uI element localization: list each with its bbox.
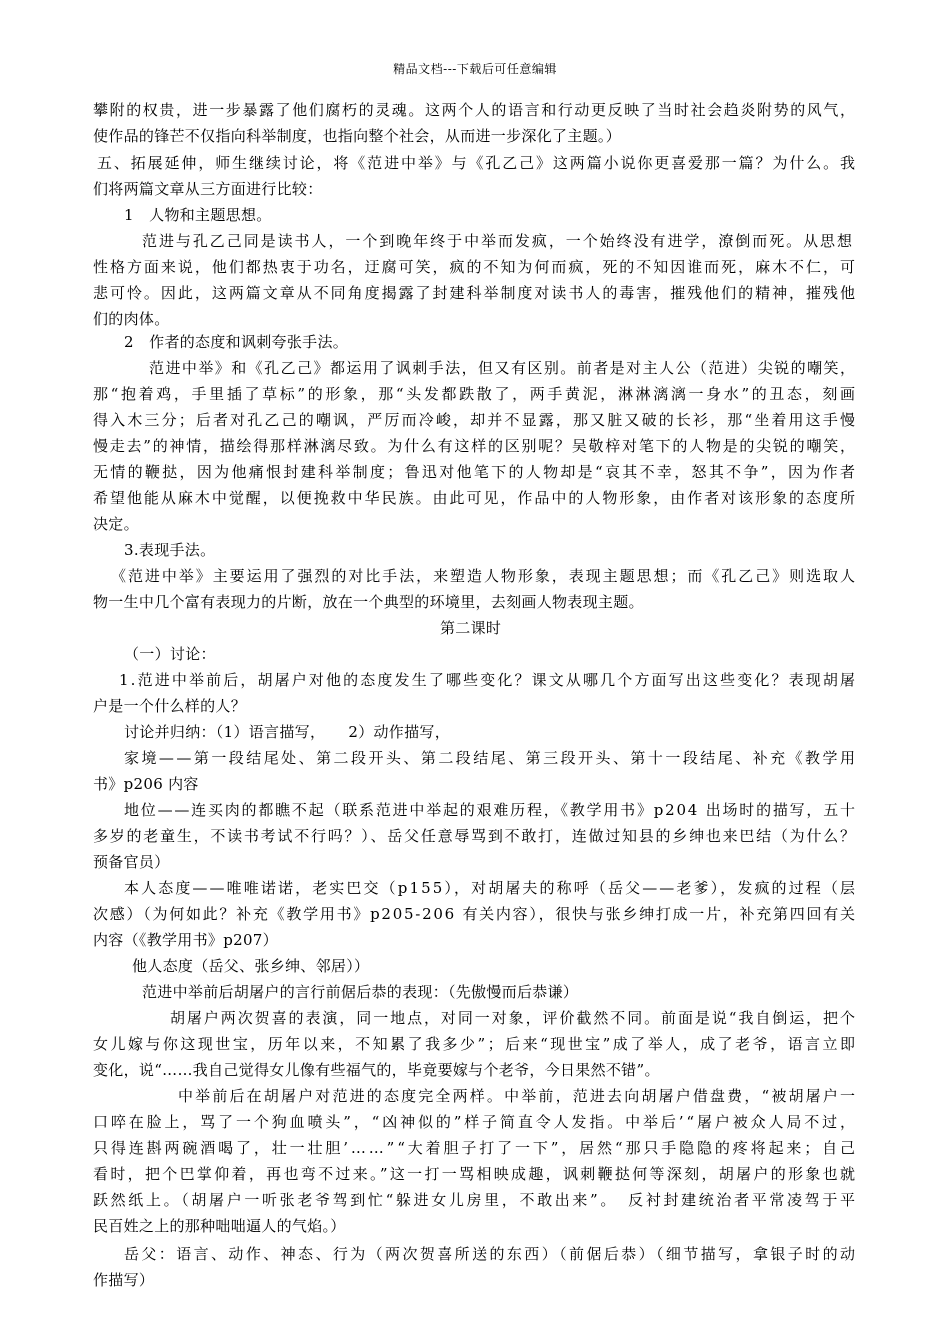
text-line: 民百姓之上的那种咄咄逼人的气焰。） — [93, 1217, 346, 1235]
text-line: 看时，把个巴掌仰着，再也弯不过来。”这一打一骂相映成趣，讽刺鞭挞何等深刻，胡屠户的形象也就 — [93, 1165, 858, 1183]
text-line: （一）讨论： — [124, 645, 216, 663]
text-line: 家境——第一段结尾处、第二段开头、第二段结尾、第三段开头、第十一段结尾、补充《教学用 — [124, 749, 858, 767]
text-line: 们的肉体。 — [93, 310, 170, 328]
text-line: 物一生中几个富有表现力的片断，放在一个典型的环境里，去刻画人物表现主题。 — [93, 593, 644, 611]
text-line: 决定。 — [93, 515, 139, 533]
text-line: 范进中举》和《孔乙己》都运用了讽刺手法，但又有区别。前者是对主人公（范进）尖锐的嘲笑， — [149, 359, 857, 377]
text-line: 口啐在脸上，骂了一个狗血喷头”，“凶神似的”样子简直令人发指。中举后’“屠户被众人局不过， — [93, 1113, 858, 1131]
text-line: 变化，说“……我自己觉得女儿像有些福气的，毕竟要嫁与个老爷，今日果然不错”。 — [93, 1061, 660, 1079]
text-line: 五、拓展延伸，师生继续讨论，将《范进中举》与《孔乙己》这两篇小说你更喜爱那一篇？为什么。我 — [97, 154, 857, 172]
text-line: 性格方面来说，他们都热衷于功名，迂腐可笑，疯的不知为何而疯，死的不知因谁而死，麻木不仁，可 — [93, 258, 857, 276]
text-line: 攀附的权贵，进一步暴露了他们腐朽的灵魂。这两个人的语言和行动更反映了当时社会趋炎附势的风气， — [93, 101, 857, 119]
text-line: 女儿嫁与你这现世宝，历年以来，不知累了我多少”；后来“现世宝”成了举人，成了老爷，语言立即 — [93, 1035, 858, 1053]
text-line: 本人态度——唯唯诺诺，老实巴交（p155），对胡屠夫的称呼（岳父——老爹），发疯的过程（层 — [124, 879, 858, 897]
text-line: 《范进中举》主要运用了强烈的对比手法，来塑造人物形象，表现主题思想；而《孔乙己》则选取人 — [111, 567, 857, 585]
text-line: 跃然纸上。（胡屠户一听张老爷驾到忙“躲进女儿房里，不敢出来”。 反衬封建统治者平常凌驾于平 — [93, 1191, 858, 1209]
text-line: 1 人物和主题思想。 — [124, 206, 272, 224]
text-line: 们将两篇文章从三方面进行比较： — [93, 180, 323, 198]
text-line: 无情的鞭挞，因为他痛恨封建科举制度；鲁迅对他笔下的人物却是“哀其不幸，怒其不争”，因为作者 — [93, 463, 858, 481]
text-line: 内容（《教学用书》p207） — [93, 931, 278, 949]
text-line: 得入木三分；后者对孔乙己的嘲讽，严厉而冷峻，却并不显露，那又脏又破的长衫，那“坐着用这手慢 — [93, 411, 858, 429]
text-line: 户是一个什么样的人？ — [93, 697, 247, 715]
text-line: 那“抱着鸡，手里插了草标”的形象，那“头发都跌散了，两手黄泥，淋淋漓漓一身水”的丑态，刻画 — [93, 385, 858, 403]
text-line: 书》p206 内容 — [93, 775, 199, 793]
text-line: 地位——连买肉的都瞧不起（联系范进中举起的艰难历程，《教学用书》p204 出场时的描写，五十 — [124, 801, 857, 819]
text-line: 次感）（为何如此？补充《教学用书》p205-206 有关内容），很快与张乡绅打成一片，补充第四回有关 — [93, 905, 857, 923]
text-line: 范进中举前后胡屠户的言行前倨后恭的表现：（先傲慢而后恭谦） — [142, 983, 579, 1001]
text-line: 使作品的锋芒不仅指向科举制度，也指向整个社会，从而进一步深化了主题。） — [93, 127, 622, 145]
text-line: 他人态度（岳父、张乡绅、邻居）） — [132, 957, 370, 975]
text-line: 作描写） — [93, 1271, 155, 1289]
text-line: 希望他能从麻木中觉醒，以便挽救中华民族。由此可见，作品中的人物形象，由作者对该形象的态度所 — [93, 489, 857, 507]
text-line: 多岁的老童生，不读书考试不行吗？）、岳父任意辱骂到不敢打，连做过知县的乡绅也来巴结（为什么？ — [93, 827, 857, 845]
text-line: 讨论并归纳：（1）语言描写， 2）动作描写， — [124, 723, 450, 741]
text-line: 3.表现手法。 — [124, 541, 216, 559]
text-line: 胡屠户两次贺喜的表演，同一地点，对同一对象，评价截然不同。前面是说“我自倒运，把个 — [170, 1009, 857, 1027]
text-line: 2 作者的态度和讽刺夸张手法。 — [124, 333, 349, 351]
text-line: 岳父：语言、动作、神态、行为（两次贺喜所送的东西）（前倨后恭）（细节描写，拿银子时的动 — [124, 1245, 858, 1263]
text-line: 范进与孔乙己同是读书人，一个到晚年终于中举而发疯，一个始终没有进学，潦倒而死。从思想 — [142, 232, 854, 250]
text-line: 中举前后在胡屠户对范进的态度完全两样。中举前，范进去向胡屠户借盘费，“被胡屠户一 — [178, 1087, 858, 1105]
text-line: 慢走去”的神情，描绘得那样淋漓尽致。为什么有这样的区别呢？吴敬梓对笔下的人物是的尖锐的嘲笑， — [93, 437, 857, 455]
page-header: 精品文档---下载后可任意编辑 — [393, 62, 557, 76]
text-line: 只得连斟两碗酒喝了，壮一壮胆’……”“大着胆子打了一下”，居然“那只手隐隐的疼将起来；自己 — [93, 1139, 858, 1157]
text-line: 1.范进中举前后，胡屠户对他的态度发生了哪些变化？课文从哪几个方面写出这些变化？表现胡屠 — [119, 671, 858, 689]
text-line: 第二课时 — [440, 619, 502, 637]
text-line: 预备官员） — [93, 853, 170, 871]
text-line: 悲可怜。因此，这两篇文章从不同角度揭露了封建科举制度对读书人的毒害，摧残他们的精神，摧残他 — [93, 284, 857, 302]
